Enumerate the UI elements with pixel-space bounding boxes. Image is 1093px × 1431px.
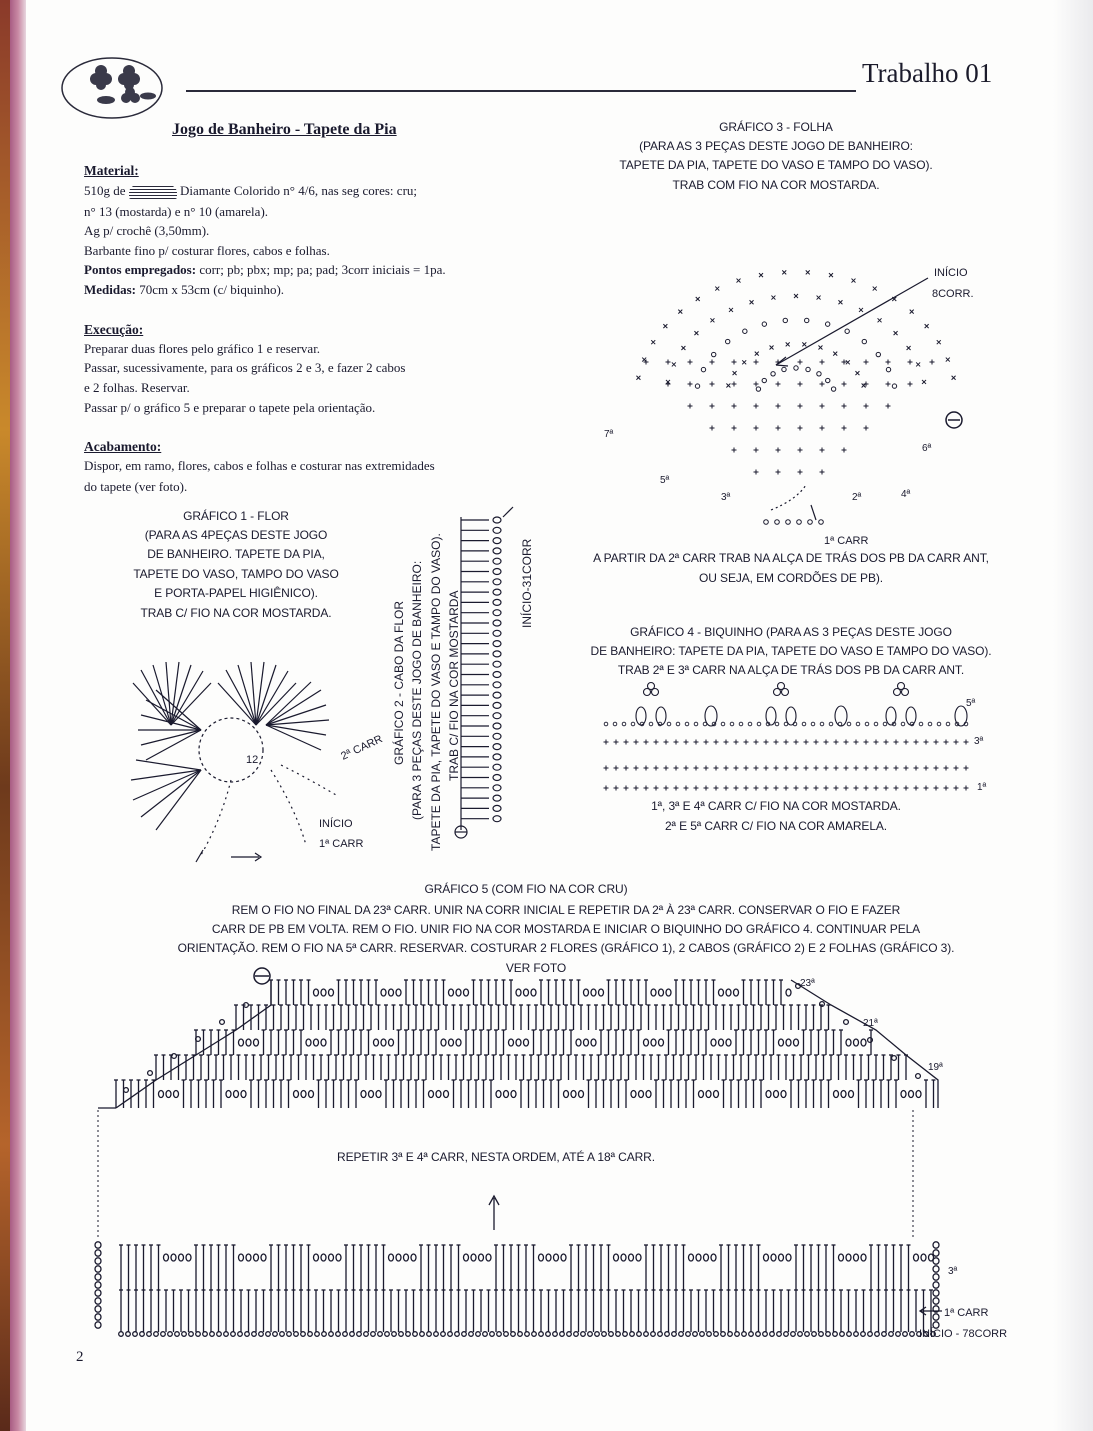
grafico4-caption-line: GRÁFICO 4 - BIQUINHO (PARA AS 3 PEÇAS DESTE JOGO [630, 625, 952, 639]
grafico4-caption-line: DE BANHEIRO: TAPETE DA PIA, TAPETE DO VASO E TAMPO DO VASO). [590, 644, 992, 658]
page-title: Trabalho 01 [862, 58, 993, 88]
grafico4-caption-line: TRAB 2ª E 3ª CARR NA ALÇA DE TRÁS DOS PB DA CARR ANT. [617, 663, 965, 677]
measures-label: Medidas: [84, 282, 136, 297]
grafico3-caption-line: TRAB COM FIO NA COR MOSTARDA. [672, 178, 880, 192]
grafico2-caption-line: TAPETE DA PIA, TAPETE DO VASO E TAMPO DO VASO). [429, 533, 443, 851]
grafico1-start-label: INÍCIO [319, 818, 353, 830]
grafico2-stem-diagram [451, 512, 511, 842]
grafico2-start-label: INÍCIO-31CORR [520, 538, 534, 628]
acabamento-line: do tapete (ver foto). [84, 479, 188, 494]
grafico3-round-label: 2ª [852, 492, 862, 503]
grafico3-caption-line: TAPETE DA PIA, TAPETE DO VASO E TAMPO DO VASO). [619, 158, 933, 172]
grafico5-see-photo: VER FOTO [505, 961, 567, 975]
execucao-line: e 2 folhas. Reservar. [84, 380, 190, 395]
grafico1-round-label: 2ª CARR [339, 733, 385, 763]
grafico1-caption-line: (PARA AS 4PEÇAS DESTE JOGO [144, 528, 328, 542]
grafico2-caption-line: GRÁFICO 2 - CABO DA FLOR [392, 600, 406, 765]
grafico3-first-round: 1ª CARR [824, 535, 869, 547]
grafico1-caption-line: DE BANHEIRO. TAPETE DA PIA, [147, 547, 325, 561]
acabamento-heading: Acabamento: [84, 439, 162, 454]
execucao-line: Passar p/ o gráfico 5 e preparar o tapete pela orientação. [84, 400, 376, 415]
grafico4-row-label: 1ª [977, 782, 987, 793]
grafico3-note-line: OU SEJA, EM CORDÕES DE PB). [699, 571, 883, 585]
execucao-line: Passar, sucessivamente, para os gráficos 2 e 3, e fazer 2 cabos [84, 360, 406, 375]
magazine-page [26, 0, 1093, 1431]
points-value: corr; pb; pbx; mp; pa; pad; 3corr iniciais = 1pa. [199, 262, 446, 277]
grafico5-start-label: INÍCIO - 78CORR [919, 1328, 1008, 1340]
pattern-title: Jogo de Banheiro - Tapete da Pia [172, 121, 397, 138]
grafico3-note-line: A PARTIR DA 2ª CARR TRAB NA ALÇA DE TRÁS DOS PB DA CARR ANT, [593, 551, 989, 565]
book-spine-edge [0, 0, 10, 1431]
grafico4-row-label: 5ª [966, 698, 976, 709]
points-label: Pontos empregados: [84, 262, 197, 277]
grafico5-row-label: 23ª [800, 978, 815, 989]
grafico4-note-line: 2ª E 5ª CARR C/ FIO NA COR AMARELA. [664, 819, 888, 833]
grafico1-first-round: 1ª CARR [319, 838, 364, 850]
grafico5-row-label: 19ª [928, 1062, 943, 1073]
material-heading: Material: [84, 163, 139, 178]
acabamento-line: Dispor, em ramo, flores, cabos e folhas e costurar nas extremidades [84, 458, 435, 473]
page-number: 2 [76, 1349, 84, 1365]
grafico3-leaf-diagram [596, 200, 996, 547]
grafico3-round-label: 6ª [922, 443, 932, 454]
grafico5-caption-line: ORIENTAÇÃO. REM O FIO NA 5ª CARR. RESERVAR. COSTURAR 2 FLORES (GRÁFICO 1), 2 CABOS (GRÁFICO 2) E 2 FOLHAS (GRÁFICO 3). [177, 941, 955, 955]
grafico2-caption-line: (PARA 3 PEÇAS DESTE JOGO DE BANHEIRO: [410, 560, 424, 820]
grafico4-row-label: 3ª [974, 736, 984, 747]
grafico5-caption-line: REM O FIO NO FINAL DA 23ª CARR. UNIR NA CORR INICIAL E REPETIR DA 2ª À 23ª CARR. CONSERVAR O FIO E FAZER [231, 903, 901, 917]
grafico3-round-label: 7ª [604, 429, 614, 440]
header-rule [186, 90, 856, 92]
grafico5-first-round: 1ª CARR [944, 1307, 989, 1319]
grafico5-row-label-3: 3ª [948, 1266, 958, 1277]
execucao-line: Preparar duas flores pelo gráfico 1 e reservar. [84, 341, 321, 356]
grafico3-round-label: 5ª [660, 475, 670, 486]
grafico1-center-label: 12 [246, 754, 259, 766]
grafico3-round-label: 3ª [721, 492, 731, 503]
grafico1-caption-line: E PORTA-PAPEL HIGIÊNICO). [154, 586, 318, 600]
material-line-4: Barbante fino p/ costurar flores, cabos e folhas. [84, 243, 330, 258]
material-line-2: n° 13 (mostarda) e n° 10 (amarela). [84, 204, 269, 219]
grafico3-caption-line: GRÁFICO 3 - FOLHA [719, 120, 833, 134]
grafico2-caption-line: TRAB C/ FIO NA COR MOSTARDA [447, 590, 461, 781]
grafico5-repeat-note: REPETIR 3ª E 4ª CARR, NESTA ORDEM, ATÉ A 18ª CARR. [337, 1150, 655, 1164]
grafico5-caption-line: GRÁFICO 5 (COM FIO NA COR CRU) [424, 882, 628, 896]
grafico3-round-label: 4ª [901, 489, 911, 500]
material-line-1-post: Diamante Colorido n° 4/6, nas seg cores: cru; [180, 183, 418, 198]
grafico1-flower-diagram [81, 620, 385, 880]
flower-ornament-icon [60, 52, 170, 122]
grafico1-caption-line: GRÁFICO 1 - FLOR [183, 509, 289, 523]
material-line-1 [84, 183, 417, 199]
grafico3-start-chain: 8CORR. [932, 288, 974, 300]
grafico5-caption-line: CARR DE PB EM VOLTA. REM O FIO. UNIR FIO NA COR MOSTARDA E INICIAR O BIQUINHO DO GRÁFICO 4. CONTINUAR PELA [211, 922, 921, 936]
grafico4-edging-diagram [571, 680, 1001, 793]
grafico1-caption-line: TRAB C/ FIO NA COR MOSTARDA. [140, 606, 332, 620]
grafico5-row-label: 21ª [863, 1018, 878, 1029]
brand-logo [129, 185, 177, 199]
grafico3-start-label: INÍCIO [934, 267, 968, 279]
execucao-heading: Execução: [84, 322, 144, 337]
measures-line [84, 282, 284, 298]
grafico4-note-line: 1ª, 3ª E 4ª CARR C/ FIO NA COR MOSTARDA. [651, 799, 901, 813]
gutter-shadow [1053, 0, 1093, 1431]
points-line [84, 262, 446, 278]
grafico1-caption-line: TAPETE DO VASO, TAMPO DO VASO [133, 567, 339, 581]
grafico3-caption-line: (PARA AS 3 PEÇAS DESTE JOGO DE BANHEIRO: [639, 139, 913, 153]
material-line-1-pre: 510g de [84, 183, 126, 198]
material-line-3: Ag p/ crochê (3,50mm). [84, 223, 210, 238]
measures-value: 70cm x 53cm (c/ biquinho). [139, 282, 285, 297]
